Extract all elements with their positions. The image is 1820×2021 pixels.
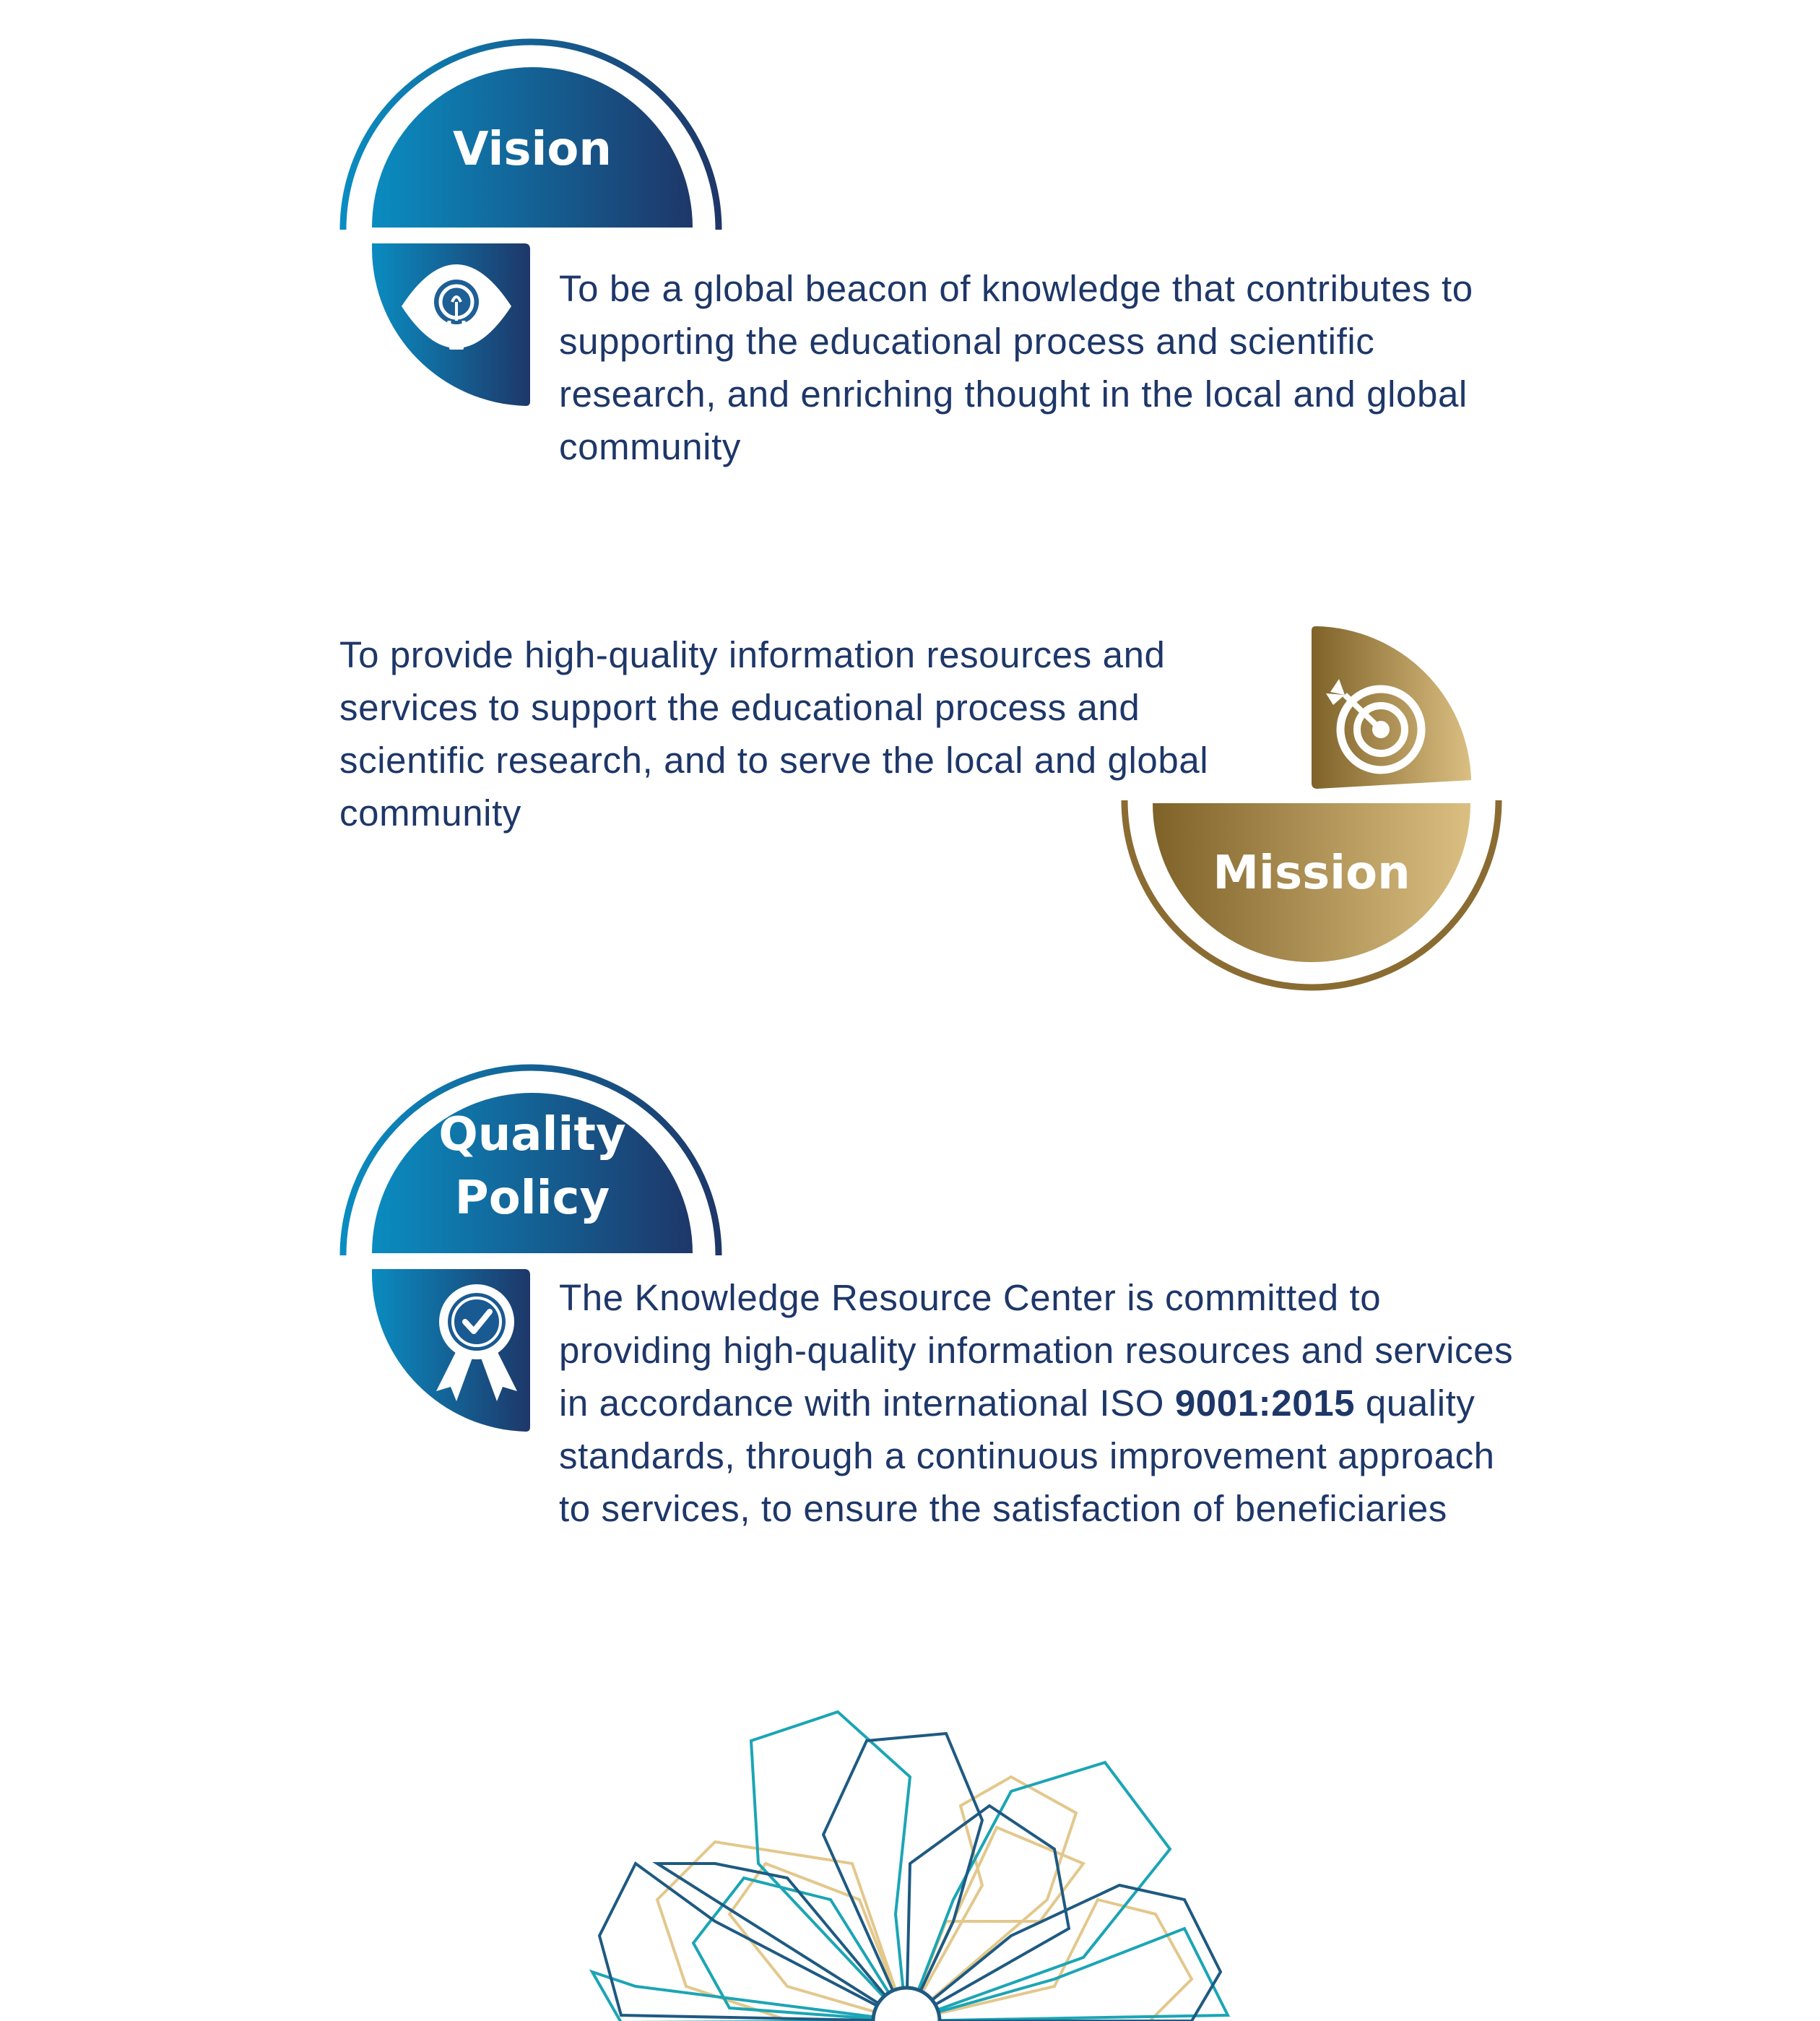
mission-badge bbox=[1112, 621, 1517, 1026]
vision-title: Vision bbox=[453, 123, 612, 176]
quality-text-part1: The Knowledge Resource Center is committed to providing high-quality information resources and services in accordance with international ISO bbox=[559, 1277, 1514, 1424]
quality-text bbox=[559, 1271, 1520, 1535]
quality-title-line2: Policy bbox=[454, 1172, 610, 1225]
quality-icon-tile bbox=[372, 1269, 530, 1432]
quality-title bbox=[372, 1103, 693, 1230]
quality-text-part2: quality standards, through a continuous improvement approach to services, to ensure the satisfaction of beneficiaries bbox=[559, 1382, 1495, 1529]
mission-section bbox=[0, 592, 1820, 1026]
mission-title: Mission bbox=[1213, 847, 1410, 900]
mission-text: To provide high-quality information resources and services to support the educational process and scientific research, and to serve the local and global community bbox=[339, 634, 1209, 834]
geometric-fan-logo-icon bbox=[549, 1683, 1271, 2021]
quality-title-line1: Quality bbox=[438, 1108, 626, 1161]
quality-section bbox=[0, 1040, 1820, 1618]
iso-standard-label: 9001:2015 bbox=[1174, 1382, 1356, 1424]
vision-text: To be a global beacon of knowledge that contributes to supporting the educational process and scientific research, and enriching thought in the local and global community bbox=[559, 268, 1473, 467]
vision-section bbox=[0, 0, 1820, 506]
